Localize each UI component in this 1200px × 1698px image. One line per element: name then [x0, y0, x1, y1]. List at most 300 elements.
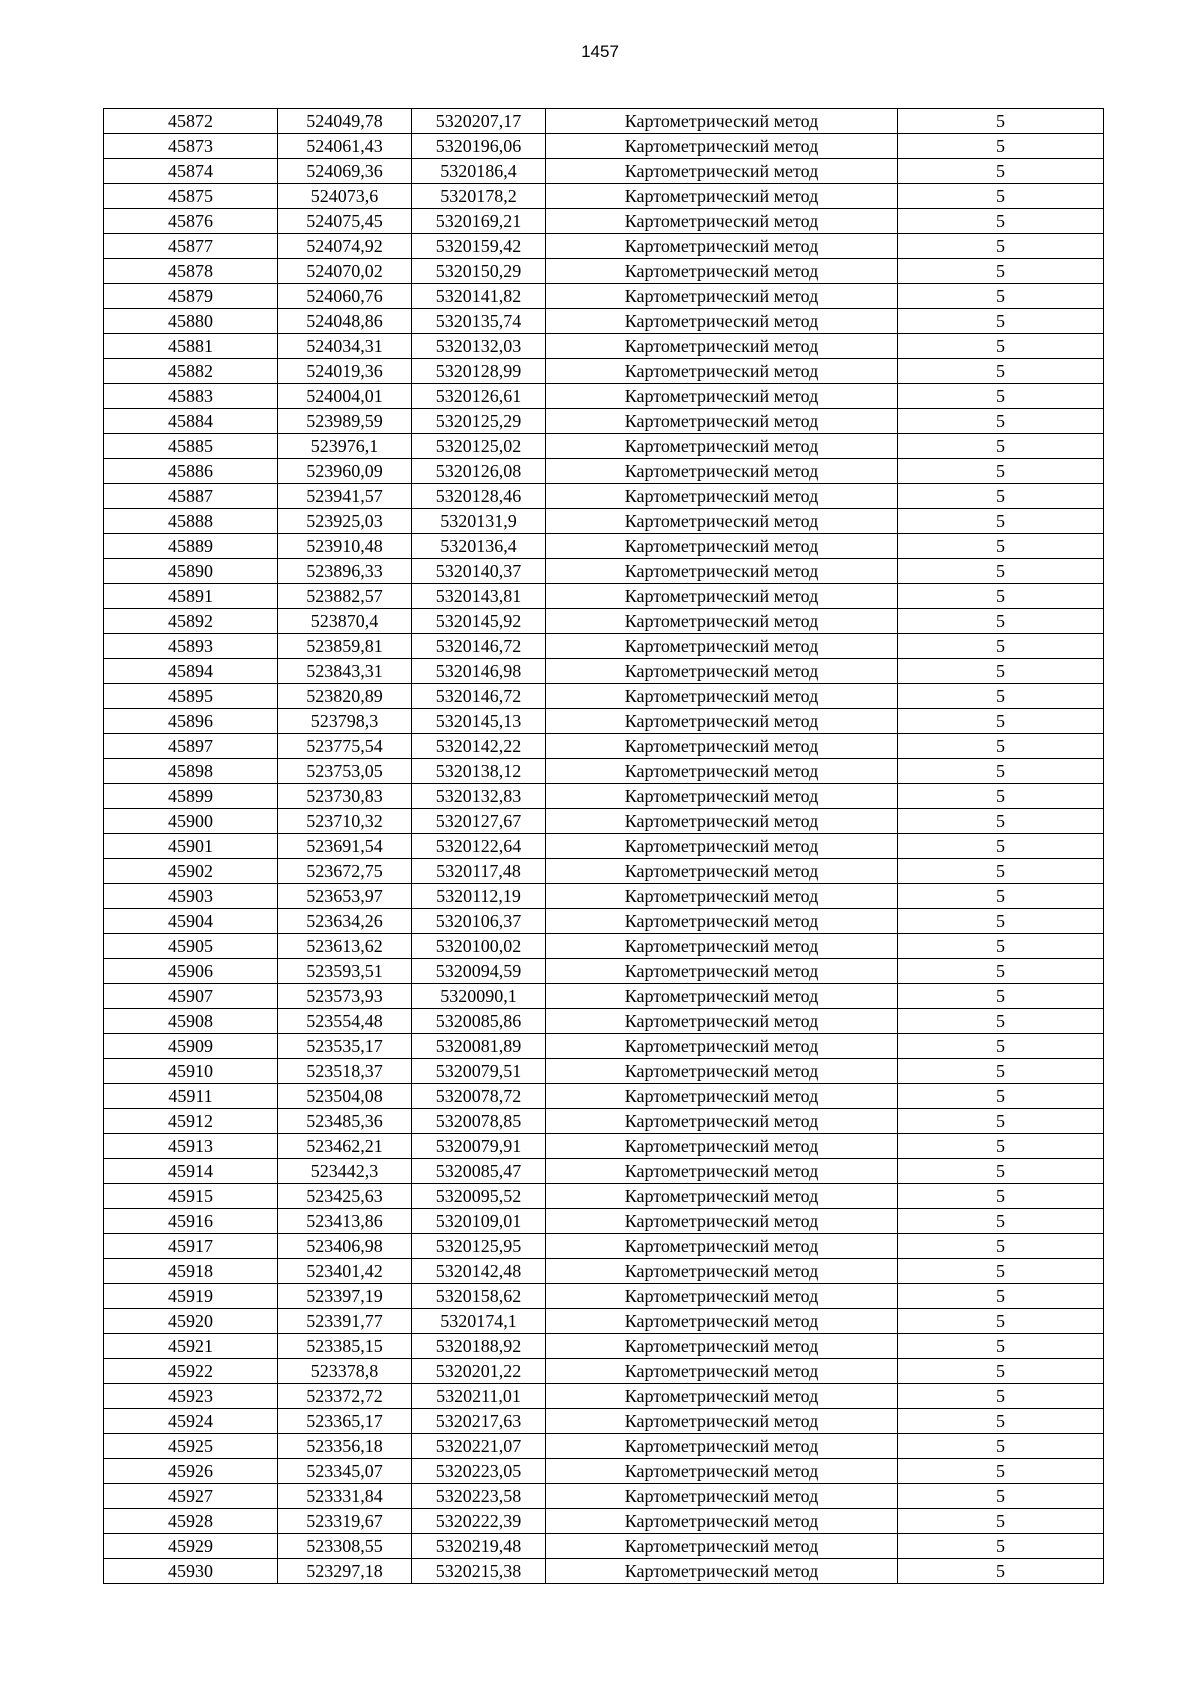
cell-x-coordinate: 523882,57	[278, 584, 412, 609]
cell-method: Картометрический метод	[546, 634, 898, 659]
cell-x-coordinate: 523297,18	[278, 1559, 412, 1584]
cell-method: Картометрический метод	[546, 1259, 898, 1284]
cell-x-coordinate: 523378,8	[278, 1359, 412, 1384]
table-row	[104, 909, 1104, 934]
cell-x-coordinate: 523843,31	[278, 659, 412, 684]
cell-y-coordinate: 5320146,72	[412, 634, 546, 659]
cell-y-coordinate: 5320141,82	[412, 284, 546, 309]
table-row	[104, 259, 1104, 284]
cell-y-coordinate: 5320159,42	[412, 234, 546, 259]
cell-y-coordinate: 5320196,06	[412, 134, 546, 159]
table-row	[104, 534, 1104, 559]
table-row	[104, 1084, 1104, 1109]
cell-y-coordinate: 5320109,01	[412, 1209, 546, 1234]
cell-method: Картометрический метод	[546, 884, 898, 909]
cell-x-coordinate: 523345,07	[278, 1459, 412, 1484]
cell-accuracy: 5	[898, 284, 1104, 309]
table-row	[104, 309, 1104, 334]
cell-accuracy: 5	[898, 734, 1104, 759]
cell-accuracy: 5	[898, 459, 1104, 484]
cell-point-number: 45874	[104, 159, 278, 184]
cell-method: Картометрический метод	[546, 1359, 898, 1384]
table-row	[104, 1459, 1104, 1484]
cell-x-coordinate: 523406,98	[278, 1234, 412, 1259]
cell-accuracy: 5	[898, 1234, 1104, 1259]
cell-accuracy: 5	[898, 1209, 1104, 1234]
cell-accuracy: 5	[898, 1459, 1104, 1484]
page-number: 1457	[581, 42, 619, 61]
table-row	[104, 934, 1104, 959]
cell-accuracy: 5	[898, 1134, 1104, 1159]
cell-point-number: 45876	[104, 209, 278, 234]
table-row	[104, 1034, 1104, 1059]
cell-point-number: 45920	[104, 1309, 278, 1334]
cell-point-number: 45903	[104, 884, 278, 909]
cell-x-coordinate: 523613,62	[278, 934, 412, 959]
cell-accuracy: 5	[898, 1009, 1104, 1034]
cell-x-coordinate: 523462,21	[278, 1134, 412, 1159]
cell-accuracy: 5	[898, 359, 1104, 384]
cell-method: Картометрический метод	[546, 709, 898, 734]
cell-y-coordinate: 5320142,22	[412, 734, 546, 759]
table-row	[104, 1284, 1104, 1309]
cell-x-coordinate: 523413,86	[278, 1209, 412, 1234]
table-row	[104, 409, 1104, 434]
cell-accuracy: 5	[898, 809, 1104, 834]
cell-accuracy: 5	[898, 859, 1104, 884]
cell-accuracy: 5	[898, 1559, 1104, 1584]
cell-point-number: 45917	[104, 1234, 278, 1259]
cell-y-coordinate: 5320112,19	[412, 884, 546, 909]
cell-point-number: 45892	[104, 609, 278, 634]
cell-method: Картометрический метод	[546, 1009, 898, 1034]
cell-accuracy: 5	[898, 184, 1104, 209]
cell-accuracy: 5	[898, 1059, 1104, 1084]
cell-y-coordinate: 5320122,64	[412, 834, 546, 859]
cell-point-number: 45887	[104, 484, 278, 509]
cell-method: Картометрический метод	[546, 1559, 898, 1584]
cell-accuracy: 5	[898, 384, 1104, 409]
cell-accuracy: 5	[898, 234, 1104, 259]
cell-method: Картометрический метод	[546, 1084, 898, 1109]
table-row	[104, 1159, 1104, 1184]
cell-method: Картометрический метод	[546, 1509, 898, 1534]
cell-x-coordinate: 523710,32	[278, 809, 412, 834]
cell-point-number: 45913	[104, 1134, 278, 1159]
table-row	[104, 1109, 1104, 1134]
cell-point-number: 45877	[104, 234, 278, 259]
cell-point-number: 45880	[104, 309, 278, 334]
table-row	[104, 684, 1104, 709]
cell-method: Картометрический метод	[546, 859, 898, 884]
cell-method: Картометрический метод	[546, 159, 898, 184]
cell-method: Картометрический метод	[546, 509, 898, 534]
cell-accuracy: 5	[898, 159, 1104, 184]
cell-point-number: 45905	[104, 934, 278, 959]
cell-method: Картометрический метод	[546, 1459, 898, 1484]
cell-accuracy: 5	[898, 209, 1104, 234]
cell-accuracy: 5	[898, 959, 1104, 984]
cell-x-coordinate: 523672,75	[278, 859, 412, 884]
cell-y-coordinate: 5320127,67	[412, 809, 546, 834]
cell-method: Картометрический метод	[546, 359, 898, 384]
cell-accuracy: 5	[898, 259, 1104, 284]
cell-accuracy: 5	[898, 509, 1104, 534]
cell-method: Картометрический метод	[546, 1284, 898, 1309]
cell-x-coordinate: 523653,97	[278, 884, 412, 909]
cell-accuracy: 5	[898, 1509, 1104, 1534]
cell-x-coordinate: 523397,19	[278, 1284, 412, 1309]
cell-point-number: 45897	[104, 734, 278, 759]
cell-point-number: 45891	[104, 584, 278, 609]
table-row	[104, 984, 1104, 1009]
cell-y-coordinate: 5320132,83	[412, 784, 546, 809]
cell-point-number: 45918	[104, 1259, 278, 1284]
cell-point-number: 45896	[104, 709, 278, 734]
cell-accuracy: 5	[898, 1534, 1104, 1559]
table-row	[104, 209, 1104, 234]
table-row	[104, 809, 1104, 834]
cell-method: Картометрический метод	[546, 909, 898, 934]
cell-accuracy: 5	[898, 1334, 1104, 1359]
table-row	[104, 709, 1104, 734]
cell-x-coordinate: 523634,26	[278, 909, 412, 934]
cell-accuracy: 5	[898, 1084, 1104, 1109]
cell-x-coordinate: 524049,78	[278, 109, 412, 134]
cell-y-coordinate: 5320078,72	[412, 1084, 546, 1109]
cell-accuracy: 5	[898, 1259, 1104, 1284]
table-row	[104, 1534, 1104, 1559]
table-row	[104, 734, 1104, 759]
cell-x-coordinate: 523365,17	[278, 1409, 412, 1434]
cell-x-coordinate: 523442,3	[278, 1159, 412, 1184]
table-row	[104, 1209, 1104, 1234]
cell-accuracy: 5	[898, 134, 1104, 159]
cell-point-number: 45890	[104, 559, 278, 584]
cell-y-coordinate: 5320221,07	[412, 1434, 546, 1459]
cell-method: Картометрический метод	[546, 234, 898, 259]
table-row	[104, 784, 1104, 809]
cell-point-number: 45926	[104, 1459, 278, 1484]
cell-x-coordinate: 523820,89	[278, 684, 412, 709]
table-row	[104, 1334, 1104, 1359]
table-row	[104, 334, 1104, 359]
table-row	[104, 1309, 1104, 1334]
cell-y-coordinate: 5320138,12	[412, 759, 546, 784]
cell-y-coordinate: 5320186,4	[412, 159, 546, 184]
cell-method: Картометрический метод	[546, 434, 898, 459]
table-row	[104, 1184, 1104, 1209]
cell-point-number: 45909	[104, 1034, 278, 1059]
cell-x-coordinate: 523976,1	[278, 434, 412, 459]
cell-method: Картометрический метод	[546, 384, 898, 409]
table-row	[104, 434, 1104, 459]
cell-point-number: 45893	[104, 634, 278, 659]
cell-point-number: 45919	[104, 1284, 278, 1309]
cell-x-coordinate: 523753,05	[278, 759, 412, 784]
cell-method: Картометрический метод	[546, 1384, 898, 1409]
cell-x-coordinate: 524074,92	[278, 234, 412, 259]
cell-method: Картометрический метод	[546, 984, 898, 1009]
cell-method: Картометрический метод	[546, 1434, 898, 1459]
table-row	[104, 1259, 1104, 1284]
cell-accuracy: 5	[898, 709, 1104, 734]
cell-method: Картометрический метод	[546, 334, 898, 359]
cell-y-coordinate: 5320211,01	[412, 1384, 546, 1409]
cell-y-coordinate: 5320078,85	[412, 1109, 546, 1134]
cell-y-coordinate: 5320223,58	[412, 1484, 546, 1509]
cell-y-coordinate: 5320100,02	[412, 934, 546, 959]
cell-y-coordinate: 5320223,05	[412, 1459, 546, 1484]
cell-point-number: 45902	[104, 859, 278, 884]
cell-point-number: 45895	[104, 684, 278, 709]
cell-x-coordinate: 523925,03	[278, 509, 412, 534]
table-row	[104, 559, 1104, 584]
cell-point-number: 45904	[104, 909, 278, 934]
cell-method: Картометрический метод	[546, 1109, 898, 1134]
cell-y-coordinate: 5320085,47	[412, 1159, 546, 1184]
cell-method: Картометрический метод	[546, 584, 898, 609]
cell-accuracy: 5	[898, 1109, 1104, 1134]
cell-x-coordinate: 524004,01	[278, 384, 412, 409]
cell-method: Картометрический метод	[546, 559, 898, 584]
cell-x-coordinate: 523331,84	[278, 1484, 412, 1509]
cell-method: Картометрический метод	[546, 284, 898, 309]
table-row	[104, 1509, 1104, 1534]
cell-y-coordinate: 5320201,22	[412, 1359, 546, 1384]
table-row	[104, 109, 1104, 134]
cell-point-number: 45908	[104, 1009, 278, 1034]
cell-method: Картометрический метод	[546, 109, 898, 134]
table-row	[104, 1234, 1104, 1259]
cell-y-coordinate: 5320145,92	[412, 609, 546, 634]
cell-method: Картометрический метод	[546, 659, 898, 684]
table-row	[104, 609, 1104, 634]
table-row	[104, 284, 1104, 309]
table-row	[104, 1484, 1104, 1509]
cell-x-coordinate: 523535,17	[278, 1034, 412, 1059]
table-row	[104, 584, 1104, 609]
table-row	[104, 959, 1104, 984]
cell-y-coordinate: 5320132,03	[412, 334, 546, 359]
table-row	[104, 234, 1104, 259]
table-row	[104, 1559, 1104, 1584]
table-row	[104, 884, 1104, 909]
table-row	[104, 184, 1104, 209]
cell-x-coordinate: 523554,48	[278, 1009, 412, 1034]
cell-x-coordinate: 523391,77	[278, 1309, 412, 1334]
cell-y-coordinate: 5320125,29	[412, 409, 546, 434]
cell-x-coordinate: 523691,54	[278, 834, 412, 859]
cell-point-number: 45922	[104, 1359, 278, 1384]
cell-point-number: 45928	[104, 1509, 278, 1534]
table-row	[104, 459, 1104, 484]
cell-point-number: 45925	[104, 1434, 278, 1459]
table-row	[104, 759, 1104, 784]
table-row	[104, 1009, 1104, 1034]
cell-x-coordinate: 523859,81	[278, 634, 412, 659]
cell-accuracy: 5	[898, 1409, 1104, 1434]
cell-point-number: 45881	[104, 334, 278, 359]
cell-accuracy: 5	[898, 334, 1104, 359]
table-row	[104, 834, 1104, 859]
cell-point-number: 45921	[104, 1334, 278, 1359]
cell-x-coordinate: 524034,31	[278, 334, 412, 359]
cell-point-number: 45901	[104, 834, 278, 859]
cell-x-coordinate: 524070,02	[278, 259, 412, 284]
cell-method: Картометрический метод	[546, 1134, 898, 1159]
cell-point-number: 45898	[104, 759, 278, 784]
cell-method: Картометрический метод	[546, 759, 898, 784]
cell-point-number: 45912	[104, 1109, 278, 1134]
cell-y-coordinate: 5320081,89	[412, 1034, 546, 1059]
cell-x-coordinate: 523504,08	[278, 1084, 412, 1109]
cell-accuracy: 5	[898, 584, 1104, 609]
cell-accuracy: 5	[898, 1034, 1104, 1059]
cell-accuracy: 5	[898, 759, 1104, 784]
cell-x-coordinate: 523485,36	[278, 1109, 412, 1134]
table-row	[104, 484, 1104, 509]
cell-accuracy: 5	[898, 1384, 1104, 1409]
cell-method: Картометрический метод	[546, 1409, 898, 1434]
table-row	[104, 1059, 1104, 1084]
cell-x-coordinate: 523425,63	[278, 1184, 412, 1209]
table-row	[104, 1409, 1104, 1434]
cell-method: Картометрический метод	[546, 134, 898, 159]
cell-accuracy: 5	[898, 659, 1104, 684]
cell-x-coordinate: 523356,18	[278, 1434, 412, 1459]
cell-x-coordinate: 524019,36	[278, 359, 412, 384]
cell-point-number: 45916	[104, 1209, 278, 1234]
cell-x-coordinate: 524060,76	[278, 284, 412, 309]
cell-y-coordinate: 5320207,17	[412, 109, 546, 134]
cell-accuracy: 5	[898, 1184, 1104, 1209]
cell-accuracy: 5	[898, 1434, 1104, 1459]
cell-method: Картометрический метод	[546, 1159, 898, 1184]
cell-method: Картометрический метод	[546, 1184, 898, 1209]
cell-method: Картометрический метод	[546, 784, 898, 809]
cell-point-number: 45923	[104, 1384, 278, 1409]
cell-x-coordinate: 523775,54	[278, 734, 412, 759]
cell-y-coordinate: 5320085,86	[412, 1009, 546, 1034]
cell-x-coordinate: 523385,15	[278, 1334, 412, 1359]
cell-method: Картометрический метод	[546, 209, 898, 234]
cell-method: Картометрический метод	[546, 684, 898, 709]
cell-method: Картометрический метод	[546, 459, 898, 484]
cell-method: Картометрический метод	[546, 259, 898, 284]
cell-point-number: 45872	[104, 109, 278, 134]
cell-y-coordinate: 5320125,95	[412, 1234, 546, 1259]
cell-y-coordinate: 5320131,9	[412, 509, 546, 534]
cell-y-coordinate: 5320169,21	[412, 209, 546, 234]
cell-y-coordinate: 5320142,48	[412, 1259, 546, 1284]
cell-y-coordinate: 5320178,2	[412, 184, 546, 209]
cell-point-number: 45875	[104, 184, 278, 209]
cell-y-coordinate: 5320222,39	[412, 1509, 546, 1534]
cell-point-number: 45899	[104, 784, 278, 809]
table-row	[104, 634, 1104, 659]
cell-accuracy: 5	[898, 834, 1104, 859]
cell-y-coordinate: 5320094,59	[412, 959, 546, 984]
cell-y-coordinate: 5320128,46	[412, 484, 546, 509]
cell-method: Картометрический метод	[546, 309, 898, 334]
cell-method: Картометрический метод	[546, 1209, 898, 1234]
cell-x-coordinate: 523870,4	[278, 609, 412, 634]
cell-point-number: 45929	[104, 1534, 278, 1559]
cell-accuracy: 5	[898, 434, 1104, 459]
cell-point-number: 45873	[104, 134, 278, 159]
cell-point-number: 45894	[104, 659, 278, 684]
cell-point-number: 45914	[104, 1159, 278, 1184]
cell-y-coordinate: 5320117,48	[412, 859, 546, 884]
cell-y-coordinate: 5320146,98	[412, 659, 546, 684]
cell-y-coordinate: 5320135,74	[412, 309, 546, 334]
cell-accuracy: 5	[898, 934, 1104, 959]
cell-accuracy: 5	[898, 609, 1104, 634]
cell-y-coordinate: 5320136,4	[412, 534, 546, 559]
table-row	[104, 659, 1104, 684]
cell-point-number: 45882	[104, 359, 278, 384]
cell-y-coordinate: 5320090,1	[412, 984, 546, 1009]
cell-method: Картометрический метод	[546, 1309, 898, 1334]
cell-method: Картометрический метод	[546, 959, 898, 984]
cell-y-coordinate: 5320150,29	[412, 259, 546, 284]
cell-y-coordinate: 5320219,48	[412, 1534, 546, 1559]
cell-accuracy: 5	[898, 109, 1104, 134]
cell-method: Картометрический метод	[546, 1484, 898, 1509]
cell-point-number: 45907	[104, 984, 278, 1009]
cell-y-coordinate: 5320126,08	[412, 459, 546, 484]
table-row	[104, 134, 1104, 159]
cell-y-coordinate: 5320125,02	[412, 434, 546, 459]
cell-method: Картометрический метод	[546, 534, 898, 559]
cell-x-coordinate: 524073,6	[278, 184, 412, 209]
cell-method: Картометрический метод	[546, 484, 898, 509]
cell-x-coordinate: 523941,57	[278, 484, 412, 509]
cell-method: Картометрический метод	[546, 1059, 898, 1084]
cell-method: Картометрический метод	[546, 1334, 898, 1359]
cell-x-coordinate: 523730,83	[278, 784, 412, 809]
cell-accuracy: 5	[898, 784, 1104, 809]
cell-x-coordinate: 523573,93	[278, 984, 412, 1009]
cell-x-coordinate: 524061,43	[278, 134, 412, 159]
cell-x-coordinate: 523896,33	[278, 559, 412, 584]
cell-method: Картометрический метод	[546, 1234, 898, 1259]
cell-y-coordinate: 5320174,1	[412, 1309, 546, 1334]
cell-point-number: 45889	[104, 534, 278, 559]
table-row	[104, 509, 1104, 534]
cell-x-coordinate: 523518,37	[278, 1059, 412, 1084]
cell-y-coordinate: 5320215,38	[412, 1559, 546, 1584]
cell-method: Картометрический метод	[546, 834, 898, 859]
table-row	[104, 1434, 1104, 1459]
cell-method: Картометрический метод	[546, 934, 898, 959]
table-row	[104, 859, 1104, 884]
cell-y-coordinate: 5320143,81	[412, 584, 546, 609]
cell-x-coordinate: 523593,51	[278, 959, 412, 984]
cell-x-coordinate: 523989,59	[278, 409, 412, 434]
cell-x-coordinate: 524069,36	[278, 159, 412, 184]
cell-x-coordinate: 523798,3	[278, 709, 412, 734]
cell-method: Картометрический метод	[546, 184, 898, 209]
cell-accuracy: 5	[898, 559, 1104, 584]
table-row	[104, 359, 1104, 384]
cell-accuracy: 5	[898, 984, 1104, 1009]
cell-y-coordinate: 5320128,99	[412, 359, 546, 384]
cell-method: Картометрический метод	[546, 1534, 898, 1559]
table-row	[104, 1384, 1104, 1409]
cell-x-coordinate: 523910,48	[278, 534, 412, 559]
